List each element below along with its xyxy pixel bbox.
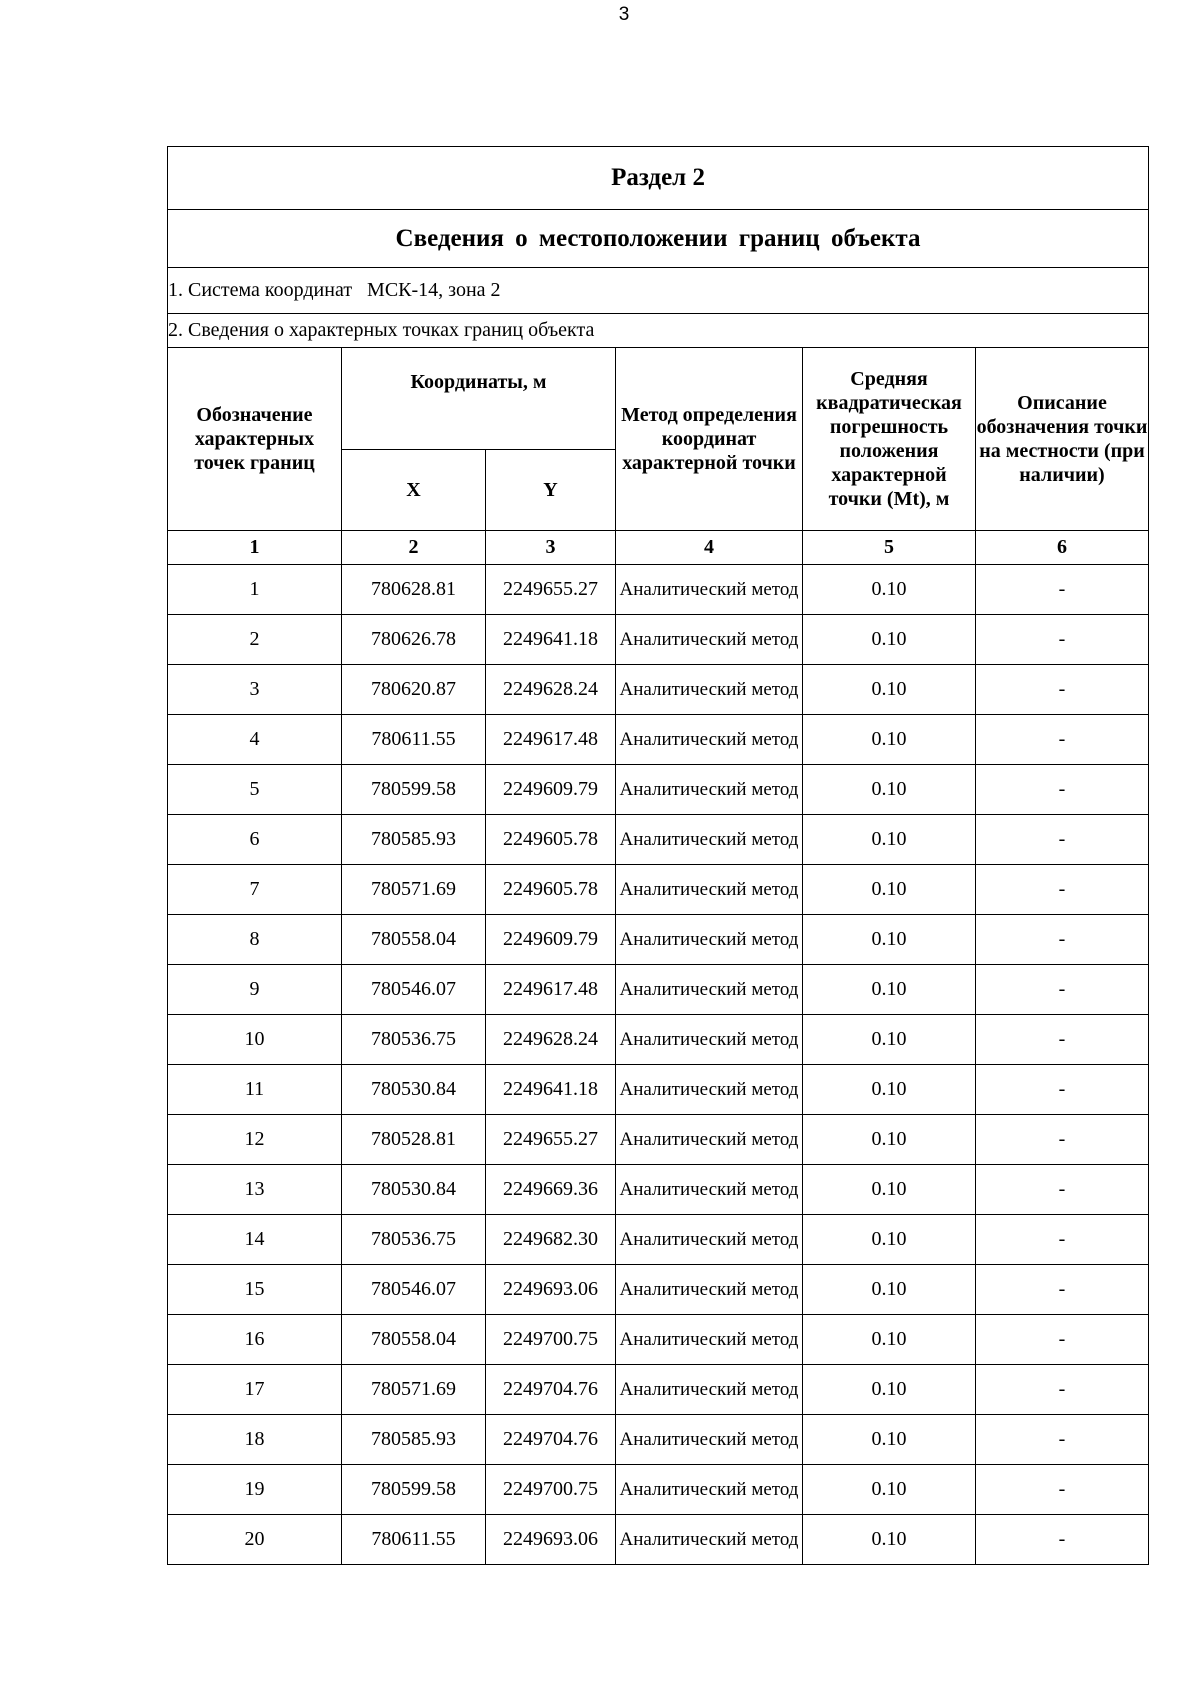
section-subtitle: Сведения о местоположении границ объекта bbox=[395, 224, 921, 252]
y-coordinate-cell: 2249655.27 bbox=[486, 1115, 616, 1165]
method-cell: Аналитический метод bbox=[616, 815, 803, 865]
x-coordinate-cell: 780536.75 bbox=[342, 1015, 486, 1065]
table-row bbox=[168, 1365, 1149, 1415]
method-cell: Аналитический метод bbox=[616, 1465, 803, 1515]
y-coordinate-cell: 2249617.48 bbox=[486, 965, 616, 1015]
description-cell: - bbox=[976, 615, 1149, 665]
accuracy-cell: 0.10 bbox=[803, 965, 976, 1015]
x-coordinate-cell: 780546.07 bbox=[342, 1265, 486, 1315]
y-coordinate-cell: 2249605.78 bbox=[486, 865, 616, 915]
accuracy-cell: 0.10 bbox=[803, 1065, 976, 1115]
description-cell: - bbox=[976, 865, 1149, 915]
y-coordinate-cell: 2249693.06 bbox=[486, 1515, 616, 1565]
y-coordinate-cell: 2249628.24 bbox=[486, 1015, 616, 1065]
description-cell: - bbox=[976, 1215, 1149, 1265]
point-cell: 3 bbox=[168, 665, 342, 715]
accuracy-cell: 0.10 bbox=[803, 1265, 976, 1315]
y-coordinate-cell: 2249700.75 bbox=[486, 1465, 616, 1515]
description-cell: - bbox=[976, 665, 1149, 715]
y-coordinate-cell: 2249700.75 bbox=[486, 1315, 616, 1365]
point-cell: 4 bbox=[168, 715, 342, 765]
table-row bbox=[168, 565, 1149, 615]
point-cell: 9 bbox=[168, 965, 342, 1015]
point-cell: 18 bbox=[168, 1415, 342, 1465]
x-coordinate-cell: 780599.58 bbox=[342, 765, 486, 815]
accuracy-cell: 0.10 bbox=[803, 765, 976, 815]
table-row bbox=[168, 1215, 1149, 1265]
table-row bbox=[168, 1265, 1149, 1315]
section-subtitle-cell bbox=[168, 210, 1149, 268]
description-cell: - bbox=[976, 765, 1149, 815]
table-row bbox=[168, 865, 1149, 915]
method-cell: Аналитический метод bbox=[616, 1015, 803, 1065]
y-coordinate-cell: 2249641.18 bbox=[486, 615, 616, 665]
header-accuracy: Средняя квадратическая погрешность положения характерной точки (Mt), м bbox=[803, 348, 976, 531]
x-coordinate-cell: 780611.55 bbox=[342, 1515, 486, 1565]
x-coordinate-cell: 780528.81 bbox=[342, 1115, 486, 1165]
description-cell: - bbox=[976, 965, 1149, 1015]
point-cell: 5 bbox=[168, 765, 342, 815]
description-cell: - bbox=[976, 815, 1149, 865]
coordinate-system-line bbox=[168, 268, 1149, 314]
method-cell: Аналитический метод bbox=[616, 1415, 803, 1465]
points-info-line: 2. Сведения о характерных точках границ объекта bbox=[168, 314, 1149, 348]
table-row bbox=[168, 915, 1149, 965]
y-coordinate-cell: 2249693.06 bbox=[486, 1265, 616, 1315]
table-row bbox=[168, 1515, 1149, 1565]
column-number: 3 bbox=[486, 531, 616, 565]
method-cell: Аналитический метод bbox=[616, 615, 803, 665]
accuracy-cell: 0.10 bbox=[803, 715, 976, 765]
point-cell: 10 bbox=[168, 1015, 342, 1065]
point-cell: 2 bbox=[168, 615, 342, 665]
x-coordinate-cell: 780585.93 bbox=[342, 815, 486, 865]
x-coordinate-cell: 780558.04 bbox=[342, 915, 486, 965]
point-cell: 15 bbox=[168, 1265, 342, 1315]
point-cell: 19 bbox=[168, 1465, 342, 1515]
table-row bbox=[168, 715, 1149, 765]
x-coordinate-cell: 780620.87 bbox=[342, 665, 486, 715]
accuracy-cell: 0.10 bbox=[803, 1415, 976, 1465]
y-coordinate-cell: 2249704.76 bbox=[486, 1365, 616, 1415]
method-cell: Аналитический метод bbox=[616, 1065, 803, 1115]
description-cell: - bbox=[976, 1165, 1149, 1215]
point-cell: 6 bbox=[168, 815, 342, 865]
point-cell: 12 bbox=[168, 1115, 342, 1165]
column-numbers-row bbox=[168, 531, 1149, 565]
y-coordinate-cell: 2249628.24 bbox=[486, 665, 616, 715]
point-cell: 11 bbox=[168, 1065, 342, 1115]
header-row-top bbox=[168, 348, 1149, 450]
x-coordinate-cell: 780558.04 bbox=[342, 1315, 486, 1365]
description-cell: - bbox=[976, 1415, 1149, 1465]
table-row bbox=[168, 815, 1149, 865]
header-coordinates: Координаты, м bbox=[342, 348, 616, 450]
table-row bbox=[168, 765, 1149, 815]
accuracy-cell: 0.10 bbox=[803, 1465, 976, 1515]
header-x: X bbox=[342, 450, 486, 531]
method-cell: Аналитический метод bbox=[616, 915, 803, 965]
x-coordinate-cell: 780599.58 bbox=[342, 1465, 486, 1515]
column-number: 1 bbox=[168, 531, 342, 565]
y-coordinate-cell: 2249704.76 bbox=[486, 1415, 616, 1465]
method-cell: Аналитический метод bbox=[616, 665, 803, 715]
accuracy-cell: 0.10 bbox=[803, 1215, 976, 1265]
method-cell: Аналитический метод bbox=[616, 1315, 803, 1365]
method-cell: Аналитический метод bbox=[616, 765, 803, 815]
table-row bbox=[168, 615, 1149, 665]
method-cell: Аналитический метод bbox=[616, 1265, 803, 1315]
x-coordinate-cell: 780571.69 bbox=[342, 1365, 486, 1415]
accuracy-cell: 0.10 bbox=[803, 1515, 976, 1565]
coordinate-system-row bbox=[168, 268, 1149, 314]
header-designation: Обозначение характерных точек границ bbox=[168, 348, 342, 531]
table-row bbox=[168, 965, 1149, 1015]
x-coordinate-cell: 780530.84 bbox=[342, 1065, 486, 1115]
accuracy-cell: 0.10 bbox=[803, 1165, 976, 1215]
point-cell: 13 bbox=[168, 1165, 342, 1215]
x-coordinate-cell: 780611.55 bbox=[342, 715, 486, 765]
accuracy-cell: 0.10 bbox=[803, 1365, 976, 1415]
x-coordinate-cell: 780571.69 bbox=[342, 865, 486, 915]
x-coordinate-cell: 780585.93 bbox=[342, 1415, 486, 1465]
accuracy-cell: 0.10 bbox=[803, 915, 976, 965]
description-cell: - bbox=[976, 1315, 1149, 1365]
method-cell: Аналитический метод bbox=[616, 1365, 803, 1415]
header-method: Метод определения координат характерной точки bbox=[616, 348, 803, 531]
table-row bbox=[168, 1315, 1149, 1365]
point-cell: 1 bbox=[168, 565, 342, 615]
coordinate-system-text: 1. Система координат МСК-14, зона 2 bbox=[168, 279, 501, 301]
description-cell: - bbox=[976, 1265, 1149, 1315]
accuracy-cell: 0.10 bbox=[803, 565, 976, 615]
section-title: Раздел 2 bbox=[168, 147, 1149, 210]
description-cell: - bbox=[976, 565, 1149, 615]
page-number: 3 bbox=[618, 4, 630, 25]
point-cell: 16 bbox=[168, 1315, 342, 1365]
description-cell: - bbox=[976, 1515, 1149, 1565]
method-cell: Аналитический метод bbox=[616, 1215, 803, 1265]
header-y: Y bbox=[486, 450, 616, 531]
column-number: 5 bbox=[803, 531, 976, 565]
x-coordinate-cell: 780530.84 bbox=[342, 1165, 486, 1215]
description-cell: - bbox=[976, 715, 1149, 765]
y-coordinate-cell: 2249669.36 bbox=[486, 1165, 616, 1215]
method-cell: Аналитический метод bbox=[616, 965, 803, 1015]
y-coordinate-cell: 2249609.79 bbox=[486, 915, 616, 965]
point-cell: 14 bbox=[168, 1215, 342, 1265]
x-coordinate-cell: 780628.81 bbox=[342, 565, 486, 615]
x-coordinate-cell: 780536.75 bbox=[342, 1215, 486, 1265]
x-coordinate-cell: 780546.07 bbox=[342, 965, 486, 1015]
table-row bbox=[168, 1415, 1149, 1465]
point-cell: 17 bbox=[168, 1365, 342, 1415]
column-number: 4 bbox=[616, 531, 803, 565]
y-coordinate-cell: 2249609.79 bbox=[486, 765, 616, 815]
description-cell: - bbox=[976, 1115, 1149, 1165]
table-row bbox=[168, 1115, 1149, 1165]
y-coordinate-cell: 2249617.48 bbox=[486, 715, 616, 765]
description-cell: - bbox=[976, 915, 1149, 965]
accuracy-cell: 0.10 bbox=[803, 1015, 976, 1065]
table-row bbox=[168, 1165, 1149, 1215]
table-row bbox=[168, 1015, 1149, 1065]
method-cell: Аналитический метод bbox=[616, 1165, 803, 1215]
table-row bbox=[168, 665, 1149, 715]
y-coordinate-cell: 2249605.78 bbox=[486, 815, 616, 865]
method-cell: Аналитический метод bbox=[616, 715, 803, 765]
point-cell: 7 bbox=[168, 865, 342, 915]
column-number: 6 bbox=[976, 531, 1149, 565]
accuracy-cell: 0.10 bbox=[803, 1315, 976, 1365]
point-cell: 20 bbox=[168, 1515, 342, 1565]
header-description: Описание обозначения точки на местности (при наличии) bbox=[976, 348, 1149, 531]
method-cell: Аналитический метод bbox=[616, 865, 803, 915]
description-cell: - bbox=[976, 1465, 1149, 1515]
method-cell: Аналитический метод bbox=[616, 1115, 803, 1165]
method-cell: Аналитический метод bbox=[616, 1515, 803, 1565]
accuracy-cell: 0.10 bbox=[803, 665, 976, 715]
table-row bbox=[168, 1465, 1149, 1515]
accuracy-cell: 0.10 bbox=[803, 865, 976, 915]
accuracy-cell: 0.10 bbox=[803, 1115, 976, 1165]
x-coordinate-cell: 780626.78 bbox=[342, 615, 486, 665]
table-row bbox=[168, 1065, 1149, 1115]
y-coordinate-cell: 2249682.30 bbox=[486, 1215, 616, 1265]
column-number: 2 bbox=[342, 531, 486, 565]
description-cell: - bbox=[976, 1065, 1149, 1115]
description-cell: - bbox=[976, 1365, 1149, 1415]
description-cell: - bbox=[976, 1015, 1149, 1065]
points-info-row bbox=[168, 314, 1149, 348]
method-cell: Аналитический метод bbox=[616, 565, 803, 615]
section-title-row bbox=[168, 147, 1149, 210]
boundary-points-table bbox=[167, 146, 1149, 1565]
accuracy-cell: 0.10 bbox=[803, 815, 976, 865]
y-coordinate-cell: 2249655.27 bbox=[486, 565, 616, 615]
y-coordinate-cell: 2249641.18 bbox=[486, 1065, 616, 1115]
subtitle-row bbox=[168, 210, 1149, 268]
point-cell: 8 bbox=[168, 915, 342, 965]
accuracy-cell: 0.10 bbox=[803, 615, 976, 665]
